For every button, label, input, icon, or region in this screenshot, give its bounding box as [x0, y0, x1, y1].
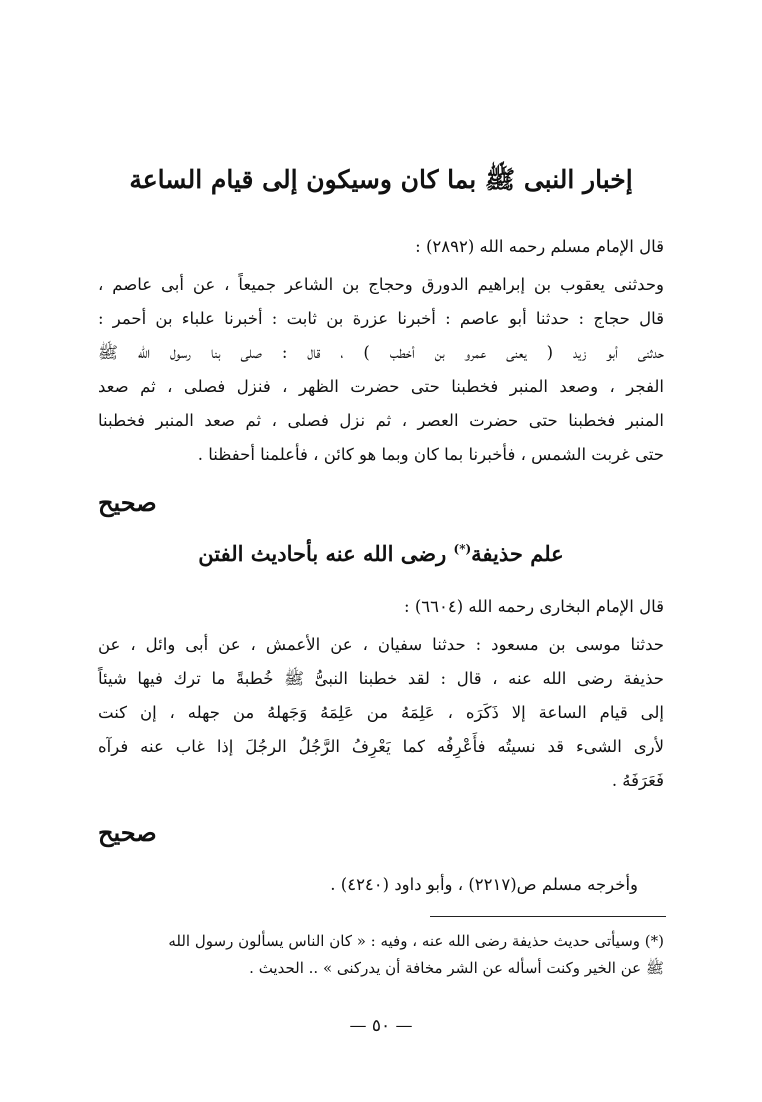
hadith-1-line: المنبر فخطبنا حتى حضرت العصر ، ثم نزل فصلى ، ثم صعد المنبر فخطبنا [98, 411, 664, 430]
hadith-1-line: حدثنى أبو زيد ( يعنى عمرو بن أخطب ) ، قال : صلى بنا رسول الله ﷺ [98, 343, 664, 362]
hadith-1-line: قال حجاج : حدثنا أبو عاصم : أخبرنا عزرة بن ثابت : أخبرنا علباء بن أحمر : [98, 309, 664, 328]
footnote-line: (*) وسيأتى حديث حذيفة رضى الله عنه ، وفيه : « كان الناس يسألون رسول الله [168, 932, 664, 950]
section-title-main: علم حذيفة [471, 541, 564, 566]
hadith-2-line: لأرى الشىء قد نسيتُه فأَعْرِفُه كما يَعْرِفُ الرَّجُلُ الرجُلَ إذا غاب عنه فرآه [98, 737, 664, 756]
hadith-text-1 [98, 268, 664, 472]
section-title-rest: رضى الله عنه بأحاديث الفتن [198, 541, 454, 566]
section-title [110, 530, 652, 573]
grade-label-1: صحيح [98, 488, 157, 517]
hadith-2-line: فَعَرَفَهُ . [611, 771, 664, 790]
grade-label-2: صحيح [98, 818, 157, 847]
reference-line: وأخرجه مسلم ص(٢٢١٧) ، وأبو داود (٤٢٤٠) . [330, 875, 638, 894]
hadith-1-line: الفجر ، وصعد المنبر فخطبنا حتى حضرت الظهر ، فنزل فصلى ، ثم صعد [98, 377, 664, 396]
hadith-1-line: وحدثنى يعقوب بن إبراهيم الدورق وحجاج بن الشاعر جميعاً ، عن أبى عاصم ، [98, 275, 664, 294]
hadith-2-line: إلى قيام الساعة إلا ذَكَرَه ، عَلِمَهُ من عَلِمَهُ وَجَهلهُ من جهله ، إن كنت [98, 703, 664, 722]
hadith-1-line: حتى غربت الشمس ، فأخبرنا بما كان وبما هو كائن ، فأعلمنا أحفظنا . [197, 445, 664, 464]
footnote-divider [430, 916, 666, 917]
footnote-line: ﷺ عن الخير وكنت أسأله عن الشر مخافة أن يدركنى » .. الحديث . [249, 959, 664, 977]
narration-intro-muslim: قال الإمام مسلم رحمه الله (٢٨٩٢) : [415, 237, 664, 256]
footnote-marker: (*) [453, 542, 472, 556]
page-number: — ٥٠ — [349, 1016, 413, 1036]
hadith-text-2 [98, 628, 664, 798]
narration-intro-bukhari: قال الإمام البخارى رحمه الله (٦٦٠٤) : [404, 597, 664, 616]
footnote [98, 928, 664, 982]
hadith-2-line: حذيفة رضى الله عنه ، قال : لقد خطبنا النبىُّ ﷺ خُطبةً ما ترك فيها شيئاً [98, 669, 664, 688]
chapter-title: إخبار النبى ﷺ بما كان وسيكون إلى قيام الساعة [129, 165, 633, 194]
hadith-2-line: حدثنا موسى بن مسعود : حدثنا سفيان ، عن الأعمش ، عن أبى وائل ، عن [98, 635, 664, 654]
